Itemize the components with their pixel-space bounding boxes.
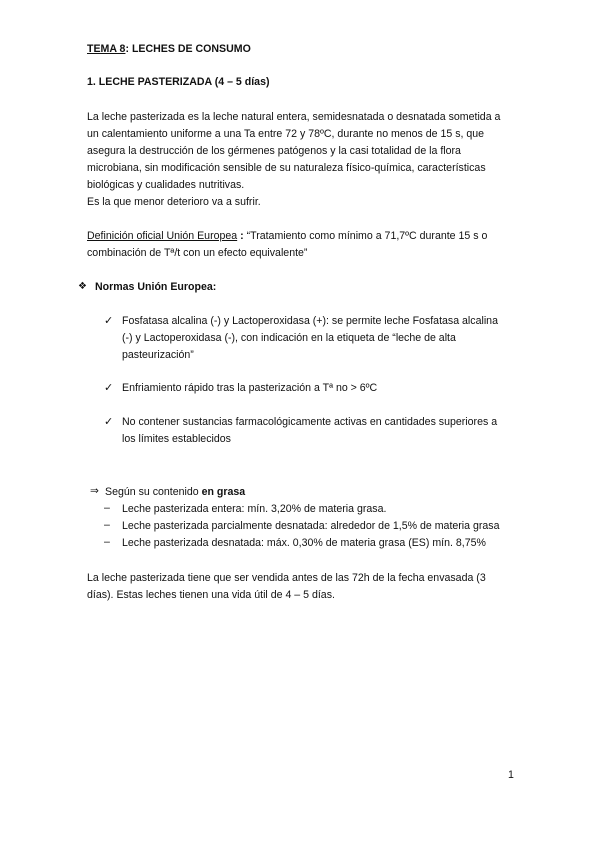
intro-line: La leche pasterizada es la leche natural entera, semidesnatada o desnatada sometida a [87,111,501,123]
check-icon: ✓ [104,416,114,428]
check-icon: ✓ [104,382,114,394]
grasa-item: Leche pasterizada entera: mín. 3,20% de materia grasa. [122,503,387,515]
intro-line: un calentamiento uniforme a una Ta entre 72 y 78ºC, durante no menos de 15 s, que [87,128,485,140]
page-number: 1 [508,769,514,781]
closing-line: días). Estas leches tienen una vida útil de 4 – 5 días. [87,589,335,601]
grasa-item: Leche pasterizada parcialmente desnatada: alrededor de 1,5% de materia grasa [122,520,500,532]
intro-line: microbiana, sin modificación sensible de su naturaleza físico-química, características [87,162,486,174]
norma-line: pasteurización” [122,349,194,361]
title-tema: TEMA 8 [87,43,126,55]
grasa-bold: en grasa [201,486,246,498]
closing-line: La leche pasterizada tiene que ser vendida antes de las 72h de la fecha envasada (3 [87,572,486,584]
definition-sep: : [237,230,247,242]
grasa-item: Leche pasterizada desnatada: máx. 0,30% de materia grasa (ES) mín. 8,75% [122,537,486,549]
diamond-bullet-icon: ❖ [78,281,87,292]
norma-line: (-) y Lactoperoxidasa (-), con indicación en la etiqueta de “leche de alta [122,332,456,344]
intro-line: biológicas y cualidades nutritivas. [87,179,245,191]
norma-line: No contener sustancias farmacológicamente activas en cantidades superiores a [122,416,498,428]
intro-line: asegura la destrucción de los gérmenes patógenos y la casi totalidad de la flora [87,145,461,157]
arrow-icon: ⇒ [90,485,99,497]
grasa-prefix: Según su contenido [105,486,202,498]
dash-icon: – [104,519,110,531]
dash-icon: – [104,502,110,514]
title-rest: : LECHES DE CONSUMO [125,43,251,55]
norma-line: los límites establecidos [122,433,231,445]
grasa-heading [105,485,245,499]
check-icon: ✓ [104,315,114,327]
dash-icon: – [104,536,110,548]
norma-line: Fosfatasa alcalina (-) y Lactoperoxidasa (+): se permite leche Fosfatasa alcalina [122,315,498,327]
definition-line [87,229,487,243]
section-heading: 1. LECHE PASTERIZADA (4 – 5 días) [87,76,270,88]
definition-text: “Tratamiento como mínimo a 71,7ºC durante 15 s o [246,230,488,242]
definition-line-2: combinación de Tª/t con un efecto equivalente” [87,247,308,259]
definition-label: Definición oficial Unión Europea [87,230,238,242]
norma-line: Enfriamiento rápido tras la pasterización a Tª no > 6ºC [122,382,378,394]
page-title [87,42,251,56]
intro-line: Es la que menor deterioro va a sufrir. [87,196,261,208]
normas-heading: Normas Unión Europea: [95,281,217,293]
